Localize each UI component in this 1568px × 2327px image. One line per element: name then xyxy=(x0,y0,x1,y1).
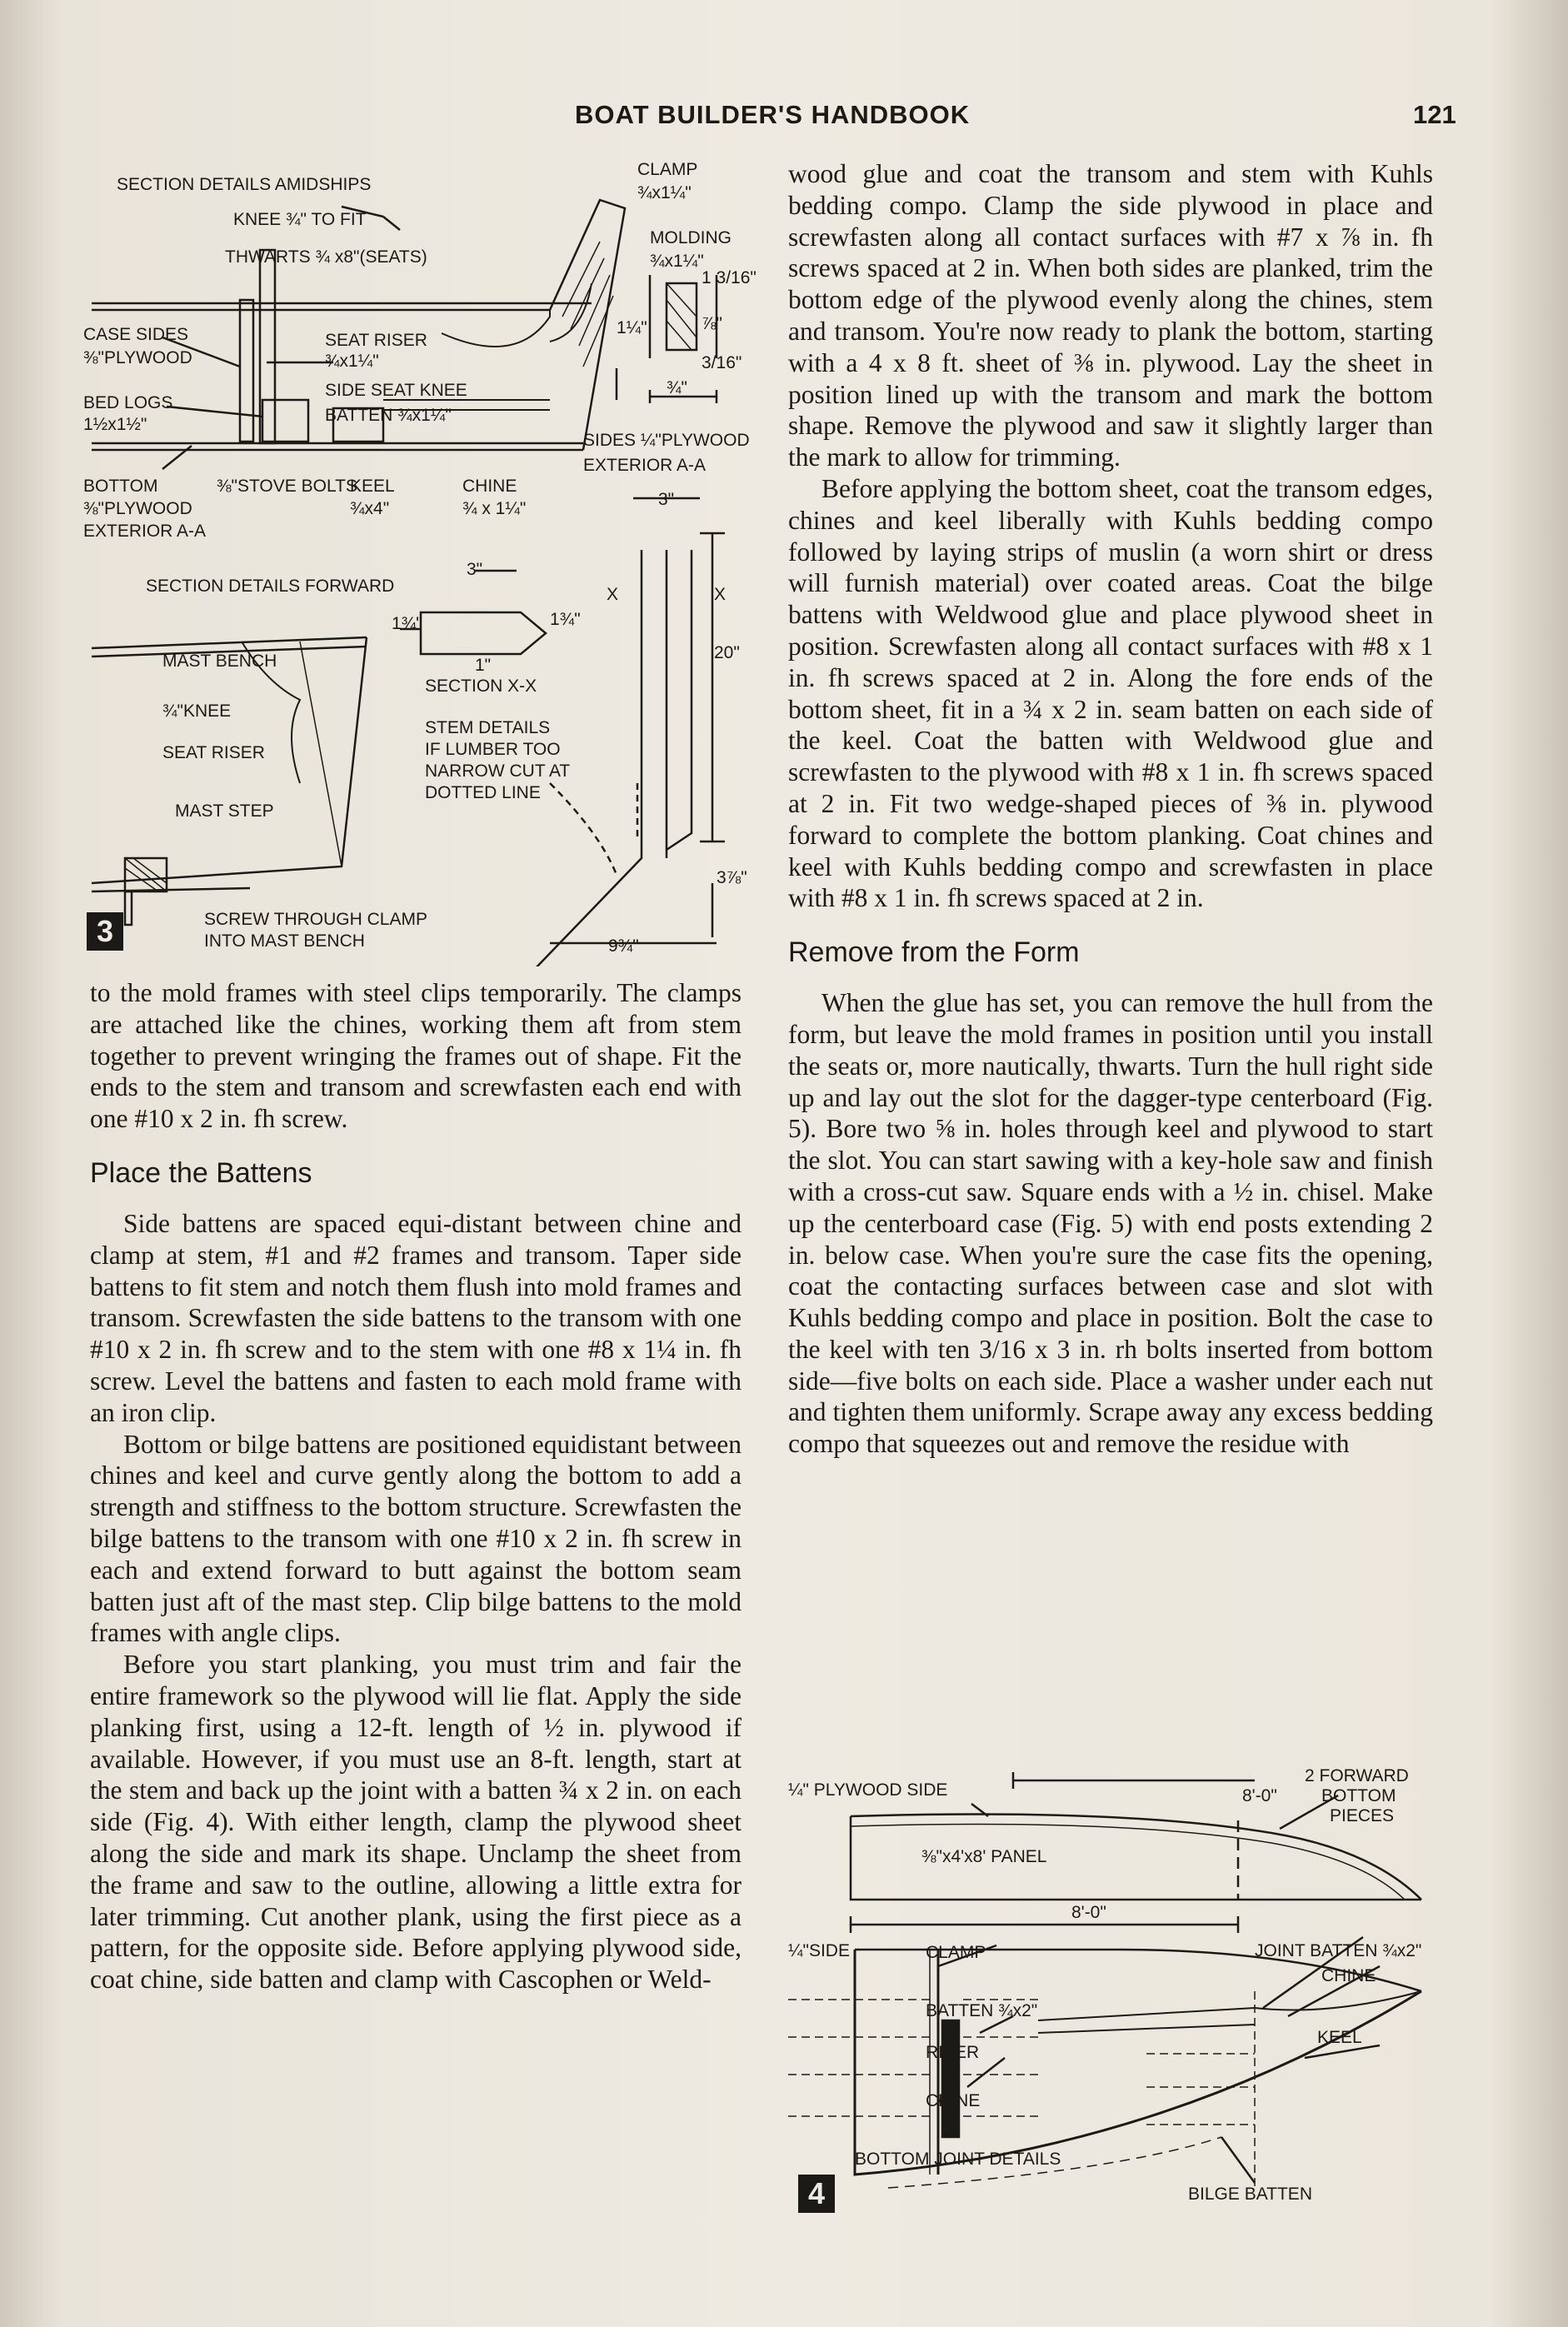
fig4-joint-batten: JOINT BATTEN ¾x2" xyxy=(1255,1941,1422,1960)
page-number: 121 xyxy=(1413,100,1456,129)
left-column xyxy=(90,977,742,1995)
fig3-dim-3-16: 3/16" xyxy=(702,353,742,372)
fig4-dim-8-0: 8'-0" xyxy=(1071,1903,1106,1922)
fig3-knee: KNEE ¾" TO FIT xyxy=(233,210,367,229)
fig4-batten: BATTEN ¾x2" xyxy=(926,2001,1038,2020)
fig3-bottom-dim: ⅜"PLYWOOD xyxy=(83,499,192,518)
fig3-chine-dim: ¾ x 1¼" xyxy=(462,499,527,518)
fig3-stem-note-1: IF LUMBER TOO xyxy=(425,740,561,759)
fig3-dim-3-7-8: 3⅞" xyxy=(717,868,747,887)
fig3-xx-dim-3: 3" xyxy=(467,560,483,579)
figure-4-diagram xyxy=(788,1758,1446,2225)
fig4-plywood-side: ¼" PLYWOOD SIDE xyxy=(788,1780,948,1800)
fig4-forward-pieces-1: 2 FORWARD xyxy=(1305,1766,1409,1785)
fig4-clamp: CLAMP xyxy=(926,1943,986,1962)
fig3-dim-9-3-4: 9¾" xyxy=(608,936,639,956)
left-paragraph-1: to the mold frames with steel clips temporarily. The clamps are attached like the chines, working them aft from stem together to prevent wringing the frames out of shape. Fit the ends to the stem and transom and screwfasten each end with one #10 x 2 in. fh screw. xyxy=(90,978,742,1134)
fig4-forward-pieces-2: BOTTOM xyxy=(1321,1786,1396,1805)
left-paragraph-3: Bottom or bilge battens are positioned equidistant between chines and keel and curve gently along the bottom to add a strength and stiffness to the bottom structure. Screwfasten the bilge battens to the transom with one #10 x 2 in. fh screw in each and extend forward to butt against the bottom seam batten just aft of the mast step. Clip bilge battens to the mold frames with angle clips. xyxy=(90,1429,742,1648)
fig3-mast-bench-1: MAST BENCH xyxy=(162,652,277,671)
fig3-exterior-aa: EXTERIOR A-A xyxy=(583,456,707,475)
fig4-panel: ⅜"x4'x8' PANEL xyxy=(921,1847,1047,1866)
fig3-section-amidships: SECTION DETAILS AMIDSHIPS xyxy=(117,175,372,194)
running-header: BOAT BUILDER'S HANDBOOK xyxy=(575,100,971,129)
fig3-batten: BATTEN ¾x1¼" xyxy=(325,406,452,425)
fig4-chine-bottom: CHINE xyxy=(926,2091,981,2110)
fig3-mast-step: MAST STEP xyxy=(175,801,274,821)
fig3-screw-through: SCREW THROUGH CLAMP xyxy=(204,910,427,929)
fig4-keel: KEEL xyxy=(1317,2028,1362,2047)
fig3-bottom: BOTTOM xyxy=(83,477,158,496)
fig3-stem-note-2: NARROW CUT AT xyxy=(425,762,571,781)
fig3-x-left: X xyxy=(607,585,619,604)
fig3-case-sides: CASE SIDES xyxy=(83,325,189,344)
right-paragraph-1: wood glue and coat the transom and stem with Kuhls bedding compo. Clamp the side plywood in place and screwfasten along all contact surfaces with #7 x ⅞ in. fh screws spaced at 2 in. When both sides are planked, trim the bottom edge of the plywood evenly along the chines, stem and transom. You're now ready to plank the bottom, starting with a 4 x 8 ft. sheet of ⅜ in. plywood. Lay the sheet in position lined up with the transom and mark the bottom shape. Remove the plywood and saw it slightly larger than the mark to allow for trimming. xyxy=(788,159,1433,472)
fig4-bottom-joint: BOTTOM JOINT DETAILS xyxy=(855,2150,1061,2169)
fig3-stove-bolts: ⅜"STOVE BOLTS xyxy=(217,477,357,496)
fig3-case-sides-dim: ⅜"PLYWOOD xyxy=(83,348,192,367)
fig3-bed-logs: BED LOGS xyxy=(83,393,173,412)
fig3-dim-1-3-16: 1 3/16" xyxy=(702,268,757,287)
fig3-keel-dim: ¾x4" xyxy=(350,499,390,518)
fig3-into-mast-bench: INTO MAST BENCH xyxy=(204,931,365,951)
fig3-seat-riser: SEAT RISER xyxy=(325,331,427,350)
fig3-stem-note-3: DOTTED LINE xyxy=(425,783,541,802)
fig3-clamp-dim: ¾x1¼" xyxy=(637,183,692,202)
fig3-chine: CHINE xyxy=(462,477,517,496)
fig4-riser: RISER xyxy=(926,2043,980,2062)
fig3-dim-20: 20" xyxy=(714,643,740,662)
fig3-stem-details: STEM DETAILS xyxy=(425,718,551,737)
fig3-molding-dim: ¾x1¼" xyxy=(650,252,704,271)
heading-remove-from-the-form: Remove from the Form xyxy=(788,936,1080,969)
figure-3-badge: 3 xyxy=(87,912,123,951)
fig4-dim-8-0-top: 8'-0" xyxy=(1242,1786,1277,1805)
fig3-exterior-aa-2: EXTERIOR A-A xyxy=(83,522,207,541)
fig4-chine-top: CHINE xyxy=(1321,1966,1376,1985)
figure-4-badge: 4 xyxy=(798,2175,835,2213)
fig3-bed-logs-dim: 1½x1½" xyxy=(83,415,147,434)
fig3-xx-dim-1: 1" xyxy=(475,656,492,675)
fig3-dim-3-4: ¾" xyxy=(667,378,687,397)
fig4-bilge-batten: BILGE BATTEN xyxy=(1188,2185,1312,2204)
fig3-dim-3: 3" xyxy=(658,490,675,509)
fig3-xx-dim-1-3-4: 1¾" xyxy=(392,614,422,633)
fig3-xx-dim-1-3-4-b: 1¾" xyxy=(550,610,581,629)
fig3-knee-fwd: ¾"KNEE xyxy=(162,702,232,721)
fig3-keel: KEEL xyxy=(350,477,395,496)
fig3-dim-7-8: ⅞" xyxy=(702,314,722,333)
fig3-section-xx: SECTION X-X xyxy=(425,677,537,696)
right-column xyxy=(788,158,1433,1460)
left-paragraph-2: Side battens are spaced equi-distant between chine and clamp at stem, #1 and #2 frames and transom. Taper side battens to fit stem and notch them flush into mold frames and transom. Screwfasten the side battens to the transom with one #10 x 2 in. fh screw and to the stem with one #8 x 1¼ in. fh screw. Level the battens and fasten to each mold frame with an iron clip. xyxy=(90,1208,742,1427)
fig3-x-right: X xyxy=(714,585,727,604)
fig3-dim-1-quarter: 1¼" xyxy=(617,318,647,337)
heading-place-the-battens: Place the Battens xyxy=(90,1156,312,1189)
figure-3-diagram xyxy=(83,150,758,966)
fig4-side: ¼"SIDE xyxy=(788,1941,850,1960)
fig3-seat-riser-dim: ¾x1¼" xyxy=(325,352,379,371)
fig3-side-seat-knee: SIDE SEAT KNEE xyxy=(325,381,467,400)
fig3-thwarts: THWARTS ¾ x8"(SEATS) xyxy=(225,247,427,267)
fig3-clamp: CLAMP xyxy=(637,160,698,179)
fig3-section-forward: SECTION DETAILS FORWARD xyxy=(146,577,395,596)
fig3-seat-riser-fwd: SEAT RISER xyxy=(162,743,265,762)
fig3-molding: MOLDING xyxy=(650,228,732,247)
right-paragraph-3: When the glue has set, you can remove the hull from the form, but leave the mold frames in position until you install the seats or, more nautically, thwarts. Turn the hull right side up and lay out the slot for the dagger-type centerboard (Fig. 5). Bore two ⅝ in. holes through keel and plywood to start the slot. You can start sawing with a key-hole saw and finish with a cross-cut saw. Square ends with a ½ in. chisel. Make up the centerboard case (Fig. 5) with end posts extending 2 in. below case. When you're sure the case fits the opening, coat the contacting surfaces between case and slot with Kuhls bedding compo and place in position. Bolt the case to the keel with ten 3/16 x 3 in. rh bolts inserted from bottom side—five bolts on each side. Place a washer under each nut and tighten them uniformly. Scrape away any excess bedding compo that squeezes out and remove the residue with xyxy=(788,988,1433,1459)
left-paragraph-4: Before you start planking, you must trim and fair the entire framework so the plywood will lie flat. Apply the side planking first, using a 12-ft. length of ½ in. plywood if available. However, if you must use an 8-ft. length, start at the stem and back up the joint with a batten ¾ x 2 in. on each side (Fig. 4). With either length, clamp the plywood sheet along the side and mark its shape. Unclamp the sheet from the frame and saw to the outline, allowing a little extra for later trimming. Cut another plank, using the first piece as a pattern, for the opposite side. Before applying plywood side, coat chine, side batten and clamp with Cascophen or Weld- xyxy=(90,1650,742,1995)
fig3-sides-plywood: SIDES ¼"PLYWOOD xyxy=(583,431,750,450)
right-paragraph-2: Before applying the bottom sheet, coat the transom edges, chines and keel liberally with Kuhls bedding compo followed by laying strips of muslin (a worn shirt or dress will furnish material) over coated areas. Coat the bilge battens with Weldwood glue and place plywood sheet in position. Screwfasten along all contact surfaces with #8 x 1 in. fh screws spaced at 2 in. Along the fore ends of the bottom sheet, fit in a ¾ x 2 in. seam batten on each side of the keel. Coat the batten with Weldwood glue and screwfasten to the plywood with #8 x 1 in. fh screws spaced at 2 in. Fit two wedge-shaped pieces of ⅜ in. plywood forward to complete the bottom planking. Coat chines and keel with Kuhls bedding compo and screwfasten in place with #8 x 1 in. fh screws spaced at 2 in. xyxy=(788,473,1433,913)
fig4-forward-pieces-3: PIECES xyxy=(1330,1806,1395,1825)
